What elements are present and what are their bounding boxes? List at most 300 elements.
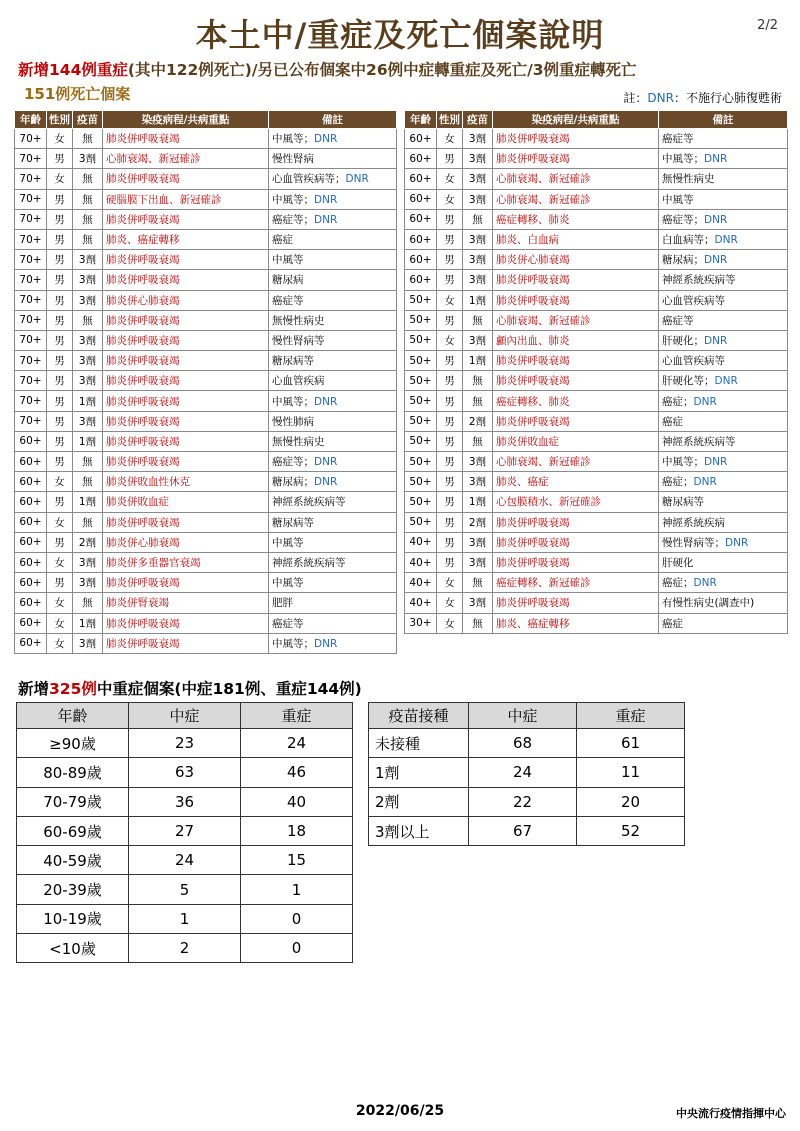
cell-course: 心包膜積水、新冠確診	[493, 492, 659, 512]
cell-age: 30+	[405, 613, 437, 633]
cell-sex: 女	[437, 189, 463, 209]
cell-course: 癌症轉移、肺炎	[493, 391, 659, 411]
cell-sex: 男	[47, 492, 73, 512]
cell-sex: 男	[437, 452, 463, 472]
cell-sex: 男	[437, 492, 463, 512]
cell-remark	[659, 593, 788, 613]
table-row	[15, 351, 397, 371]
cell-course: 肺炎併呼吸衰竭	[103, 512, 269, 532]
cell-label: 60-69歲	[17, 816, 129, 845]
table-row	[15, 391, 397, 411]
remark-text: 無慢性病史	[272, 314, 325, 327]
remark-text: 中風等	[272, 536, 304, 549]
cell-course: 心肺衰竭、新冠確診	[493, 169, 659, 189]
col-header-moderate: 中症	[129, 703, 241, 729]
dnr-tag: DNR	[693, 577, 717, 590]
remark-text: 癌症	[272, 234, 293, 247]
cell-severe: 20	[577, 787, 685, 816]
cell-vaccine: 無	[73, 472, 103, 492]
table-row	[15, 573, 397, 593]
cell-age: 60+	[15, 593, 47, 613]
remark-text: 中風等；	[662, 153, 704, 166]
cell-vaccine: 3劑	[463, 330, 493, 350]
cell-age: 70+	[15, 209, 47, 229]
table-header-row	[369, 703, 685, 729]
cell-course: 肺炎併呼吸衰竭	[103, 209, 269, 229]
cell-course: 肺炎併呼吸衰竭	[103, 129, 269, 149]
cell-remark	[659, 492, 788, 512]
cell-vaccine: 無	[73, 593, 103, 613]
remark-text: 無慢性病史	[662, 173, 715, 186]
table-row	[15, 613, 397, 633]
table-row	[405, 552, 788, 572]
dnr-tag: DNR	[314, 193, 338, 206]
cell-course: 硬腦膜下出血、新冠確診	[103, 189, 269, 209]
table-row	[405, 209, 788, 229]
cell-course: 癌症轉移、新冠確診	[493, 573, 659, 593]
table-row	[405, 512, 788, 532]
remark-text: 有慢性病史(調查中)	[662, 597, 755, 610]
cell-severe: 15	[241, 846, 353, 875]
dnr-tag: DNR	[714, 375, 738, 388]
cell-remark	[659, 270, 788, 290]
cell-age: 40+	[405, 593, 437, 613]
cell-remark	[659, 149, 788, 169]
cell-vaccine: 2劑	[463, 411, 493, 431]
table-row	[15, 532, 397, 552]
page-number: 2/2	[757, 18, 778, 33]
remark-text: 無慢性病史	[272, 435, 325, 448]
cell-course: 肺炎併心肺衰竭	[103, 532, 269, 552]
subtitle-rest: (其中122例死亡)/另已公布個案中26例中症轉重症及死亡/3例重症轉死亡	[127, 61, 637, 79]
cell-remark	[659, 411, 788, 431]
cell-remark	[269, 229, 397, 249]
cell-course: 肺炎併呼吸衰竭	[103, 573, 269, 593]
cell-sex: 男	[437, 552, 463, 572]
cell-vaccine: 無	[73, 209, 103, 229]
cell-moderate: 67	[469, 816, 577, 845]
cell-remark	[659, 371, 788, 391]
cell-remark	[659, 391, 788, 411]
cell-remark	[269, 209, 397, 229]
subtitle	[18, 58, 788, 80]
cell-remark	[269, 310, 397, 330]
cell-remark	[269, 149, 397, 169]
dnr-tag: DNR	[693, 476, 717, 489]
table-row	[15, 633, 397, 653]
dnr-tag: DNR	[314, 213, 338, 226]
cell-course: 肺炎併呼吸衰竭	[493, 552, 659, 572]
cell-vaccine: 3劑	[73, 290, 103, 310]
cell-sex: 男	[437, 472, 463, 492]
cell-moderate: 63	[129, 758, 241, 787]
remark-text: 中風等；	[662, 456, 704, 469]
cell-remark	[659, 330, 788, 350]
cell-age: 50+	[405, 411, 437, 431]
dnr-tag: DNR	[314, 637, 338, 650]
table-row	[17, 816, 353, 845]
cell-remark	[269, 129, 397, 149]
cell-course: 肺炎併敗血症	[493, 431, 659, 451]
remark-text: 中風等	[272, 577, 304, 590]
table-row	[405, 452, 788, 472]
cell-sex: 女	[47, 512, 73, 532]
table-row	[15, 229, 397, 249]
cell-remark	[269, 633, 397, 653]
table-row	[15, 149, 397, 169]
cell-vaccine: 1劑	[463, 351, 493, 371]
cell-vaccine: 3劑	[73, 270, 103, 290]
cell-course: 肺炎併呼吸衰竭	[103, 250, 269, 270]
cell-label: 20-39歲	[17, 875, 129, 904]
cell-vaccine: 3劑	[463, 149, 493, 169]
cell-age: 70+	[15, 189, 47, 209]
cell-age: 70+	[15, 169, 47, 189]
cell-sex: 女	[47, 593, 73, 613]
cell-course: 肺炎併呼吸衰竭	[103, 310, 269, 330]
remark-text: 肝硬化	[662, 557, 694, 570]
cell-remark	[659, 129, 788, 149]
table-header-row	[15, 111, 397, 129]
cell-course: 肺炎併呼吸衰竭	[103, 270, 269, 290]
dnr-tag: DNR	[704, 153, 728, 166]
cell-vaccine: 2劑	[73, 532, 103, 552]
cell-remark	[269, 593, 397, 613]
cell-course: 肺炎、癌症	[493, 472, 659, 492]
cell-vaccine: 無	[463, 209, 493, 229]
cell-age: 50+	[405, 431, 437, 451]
cell-course: 癌症轉移、肺炎	[493, 209, 659, 229]
table-row	[405, 573, 788, 593]
cell-age: 50+	[405, 512, 437, 532]
cell-remark	[659, 189, 788, 209]
cell-course: 肺炎併多重器官衰竭	[103, 552, 269, 572]
cell-course: 肺炎併腎衰竭	[103, 593, 269, 613]
cell-age: 50+	[405, 290, 437, 310]
cell-age: 60+	[405, 229, 437, 249]
cell-sex: 男	[437, 310, 463, 330]
table-header-row	[17, 703, 353, 729]
remark-text: 癌症等	[272, 617, 304, 630]
cell-label: 10-19歲	[17, 904, 129, 933]
cell-sex: 男	[47, 391, 73, 411]
cell-remark	[659, 169, 788, 189]
remark-text: 白血病等；	[662, 234, 715, 247]
cell-age: 70+	[15, 290, 47, 310]
remark-text: 糖尿病；	[272, 476, 314, 489]
table-row	[15, 169, 397, 189]
table-row	[15, 512, 397, 532]
cell-vaccine: 1劑	[73, 492, 103, 512]
cell-age: 60+	[15, 532, 47, 552]
table-row	[405, 391, 788, 411]
table-row	[17, 904, 353, 933]
cell-remark	[659, 431, 788, 451]
cell-sex: 女	[437, 330, 463, 350]
remark-text: 癌症	[662, 415, 683, 428]
cell-vaccine: 3劑	[463, 189, 493, 209]
remark-text: 中風等；	[272, 395, 314, 408]
table-row	[15, 270, 397, 290]
cell-age: 60+	[15, 552, 47, 572]
col-header-age: 年齡	[17, 703, 129, 729]
table-row	[15, 431, 397, 451]
cell-vaccine: 3劑	[73, 330, 103, 350]
table-row	[405, 492, 788, 512]
cell-age: 50+	[405, 310, 437, 330]
cell-label: ≥90歲	[17, 729, 129, 758]
cell-course: 肺炎併呼吸衰竭	[103, 431, 269, 451]
cell-vaccine: 3劑	[463, 229, 493, 249]
dnr-tag: DNR	[704, 213, 728, 226]
table-row	[15, 310, 397, 330]
remark-text: 癌症	[662, 617, 683, 630]
table-row	[405, 330, 788, 350]
cell-vaccine: 3劑	[463, 452, 493, 472]
cell-vaccine: 2劑	[463, 512, 493, 532]
cell-vaccine: 3劑	[73, 552, 103, 572]
dnr-note	[623, 89, 782, 106]
dnr-tag: DNR	[714, 234, 738, 247]
remark-text: 糖尿病等	[272, 516, 314, 529]
cell-remark	[659, 250, 788, 270]
dnr-tag: DNR	[704, 334, 728, 347]
cell-course: 肺炎併呼吸衰竭	[493, 129, 659, 149]
table-row	[17, 787, 353, 816]
cell-moderate: 68	[469, 729, 577, 758]
cell-sex: 男	[47, 250, 73, 270]
cell-course: 肺炎併呼吸衰竭	[103, 411, 269, 431]
cell-sex: 男	[47, 189, 73, 209]
table-row	[369, 787, 685, 816]
cell-age: 70+	[15, 229, 47, 249]
cell-age: 70+	[15, 411, 47, 431]
cell-moderate: 23	[129, 729, 241, 758]
cell-sex: 男	[437, 512, 463, 532]
note-dnr: DNR	[647, 91, 674, 105]
table-row	[405, 310, 788, 330]
cell-remark	[659, 472, 788, 492]
remark-text: 慢性腎病等	[272, 334, 325, 347]
remark-text: 糖尿病等	[272, 355, 314, 368]
page-title: 本土中/重症及死亡個案說明	[195, 16, 605, 54]
table-row	[405, 250, 788, 270]
report-date: 2022/06/25	[355, 1103, 445, 1119]
table-row	[15, 290, 397, 310]
table-row	[405, 229, 788, 249]
cell-age: 60+	[15, 472, 47, 492]
cell-course: 肺炎併呼吸衰竭	[103, 371, 269, 391]
cell-age: 50+	[405, 492, 437, 512]
cell-remark	[659, 452, 788, 472]
cell-age: 60+	[15, 633, 47, 653]
col-header-remark: 備註	[269, 111, 397, 129]
cell-vaccine: 3劑	[73, 411, 103, 431]
cell-remark	[269, 371, 397, 391]
remark-text: 心血管疾病等；	[272, 173, 346, 186]
dnr-tag: DNR	[314, 476, 338, 489]
cell-age: 60+	[405, 209, 437, 229]
table-row	[15, 189, 397, 209]
cell-age: 60+	[15, 613, 47, 633]
cell-severe: 61	[577, 729, 685, 758]
cell-remark	[269, 573, 397, 593]
cell-remark	[269, 552, 397, 572]
cell-course: 肺炎併敗血性休克	[103, 472, 269, 492]
col-header-sex: 性別	[47, 111, 73, 129]
subtitle-highlight: 新增144例重症	[18, 61, 128, 79]
severe-cases-title	[18, 677, 362, 699]
cell-sex: 男	[437, 351, 463, 371]
cell-sex: 男	[437, 411, 463, 431]
cell-age: 60+	[405, 189, 437, 209]
cell-course: 肺炎、白血病	[493, 229, 659, 249]
cell-age: 60+	[405, 129, 437, 149]
cell-sex: 男	[437, 250, 463, 270]
cell-age: 70+	[15, 129, 47, 149]
cell-remark	[269, 189, 397, 209]
cell-age: 50+	[405, 371, 437, 391]
cell-sex: 男	[47, 229, 73, 249]
cell-moderate: 24	[469, 758, 577, 787]
table-row	[405, 189, 788, 209]
table-row	[17, 758, 353, 787]
cell-sex: 男	[47, 330, 73, 350]
cell-age: 70+	[15, 391, 47, 411]
cell-age: 60+	[405, 169, 437, 189]
cell-age: 50+	[405, 351, 437, 371]
cell-age: 60+	[15, 512, 47, 532]
table-row	[15, 250, 397, 270]
remark-text: 肥胖	[272, 597, 293, 610]
cell-vaccine: 3劑	[73, 250, 103, 270]
cell-age: 70+	[15, 149, 47, 169]
table-row	[405, 532, 788, 552]
cell-age: 50+	[405, 391, 437, 411]
table-row	[15, 452, 397, 472]
remark-text: 癌症；	[662, 476, 694, 489]
remark-text: 癌症等；	[272, 213, 314, 226]
table-row	[405, 270, 788, 290]
cell-sex: 男	[47, 290, 73, 310]
cell-age: 60+	[15, 573, 47, 593]
cell-vaccine: 3劑	[463, 472, 493, 492]
cell-sex: 男	[47, 209, 73, 229]
severe-title-count: 325例	[49, 680, 97, 698]
cell-sex: 女	[47, 169, 73, 189]
dnr-tag: DNR	[725, 536, 749, 549]
cell-remark	[269, 512, 397, 532]
remark-text: 肝硬化等；	[662, 375, 715, 388]
deaths-title: 151例死亡個案	[24, 85, 131, 103]
cell-course: 肺炎併呼吸衰竭	[103, 169, 269, 189]
cell-course: 肺炎、癌症轉移	[493, 613, 659, 633]
table-row	[15, 129, 397, 149]
table-row	[405, 613, 788, 633]
cell-vaccine: 無	[73, 310, 103, 330]
note-suffix: ：不施行心肺復甦術	[673, 91, 782, 105]
remark-text: 心血管疾病	[272, 375, 325, 388]
remark-text: 癌症等	[662, 314, 694, 327]
cell-sex: 男	[47, 452, 73, 472]
cell-label: <10歲	[17, 934, 129, 963]
cell-sex: 男	[47, 431, 73, 451]
remark-text: 神經系統疾病等	[272, 496, 346, 509]
cell-remark	[269, 270, 397, 290]
cell-remark	[269, 330, 397, 350]
cell-course: 肺炎併呼吸衰竭	[103, 633, 269, 653]
cell-sex: 男	[437, 391, 463, 411]
cell-sex: 男	[437, 431, 463, 451]
cell-severe: 0	[241, 934, 353, 963]
cell-label: 未接種	[369, 729, 469, 758]
table-row	[17, 875, 353, 904]
remark-text: 慢性腎病等；	[662, 536, 725, 549]
dnr-tag: DNR	[345, 173, 369, 186]
cell-vaccine: 3劑	[463, 270, 493, 290]
cell-course: 肺炎、癌症轉移	[103, 229, 269, 249]
cell-label: 80-89歲	[17, 758, 129, 787]
cell-age: 70+	[15, 371, 47, 391]
cell-age: 50+	[405, 452, 437, 472]
cell-sex: 女	[437, 290, 463, 310]
cell-course: 肺炎併呼吸衰竭	[103, 330, 269, 350]
remark-text: 慢性腎病	[272, 153, 314, 166]
cell-course: 肺炎併心肺衰竭	[103, 290, 269, 310]
cell-vaccine: 3劑	[463, 552, 493, 572]
cell-age: 70+	[15, 270, 47, 290]
dnr-tag: DNR	[314, 395, 338, 408]
cell-age: 70+	[15, 310, 47, 330]
cell-sex: 女	[47, 613, 73, 633]
note-prefix: 註：	[623, 91, 648, 105]
remark-text: 癌症；	[662, 577, 694, 590]
cell-course: 肺炎併呼吸衰竭	[493, 149, 659, 169]
cell-label: 40-59歲	[17, 846, 129, 875]
cell-age: 40+	[405, 552, 437, 572]
table-row	[15, 492, 397, 512]
cell-sex: 女	[47, 633, 73, 653]
cell-sex: 男	[437, 229, 463, 249]
remark-text: 心血管疾病等	[662, 294, 725, 307]
cell-vaccine: 無	[463, 573, 493, 593]
cell-sex: 男	[437, 270, 463, 290]
remark-text: 糖尿病；	[662, 254, 704, 267]
cell-course: 肺炎併呼吸衰竭	[493, 371, 659, 391]
cell-moderate: 5	[129, 875, 241, 904]
cell-course: 肺炎併呼吸衰竭	[493, 411, 659, 431]
cell-vaccine: 3劑	[463, 532, 493, 552]
cell-vaccine: 1劑	[463, 492, 493, 512]
cell-label: 70-79歲	[17, 787, 129, 816]
cell-remark	[269, 472, 397, 492]
remark-text: 癌症等；	[272, 456, 314, 469]
cell-remark	[659, 229, 788, 249]
dnr-tag: DNR	[704, 254, 728, 267]
remark-text: 慢性肺病	[272, 415, 314, 428]
cell-remark	[659, 351, 788, 371]
cell-severe: 46	[241, 758, 353, 787]
cell-sex: 男	[47, 310, 73, 330]
remark-text: 中風等；	[272, 133, 314, 146]
table-row	[405, 371, 788, 391]
remark-text: 中風等；	[272, 637, 314, 650]
cell-remark	[269, 290, 397, 310]
cell-course: 顱內出血、肺炎	[493, 330, 659, 350]
cell-vaccine: 3劑	[73, 351, 103, 371]
cell-course: 肺炎併呼吸衰竭	[103, 452, 269, 472]
remark-text: 神經系統疾病等	[272, 557, 346, 570]
